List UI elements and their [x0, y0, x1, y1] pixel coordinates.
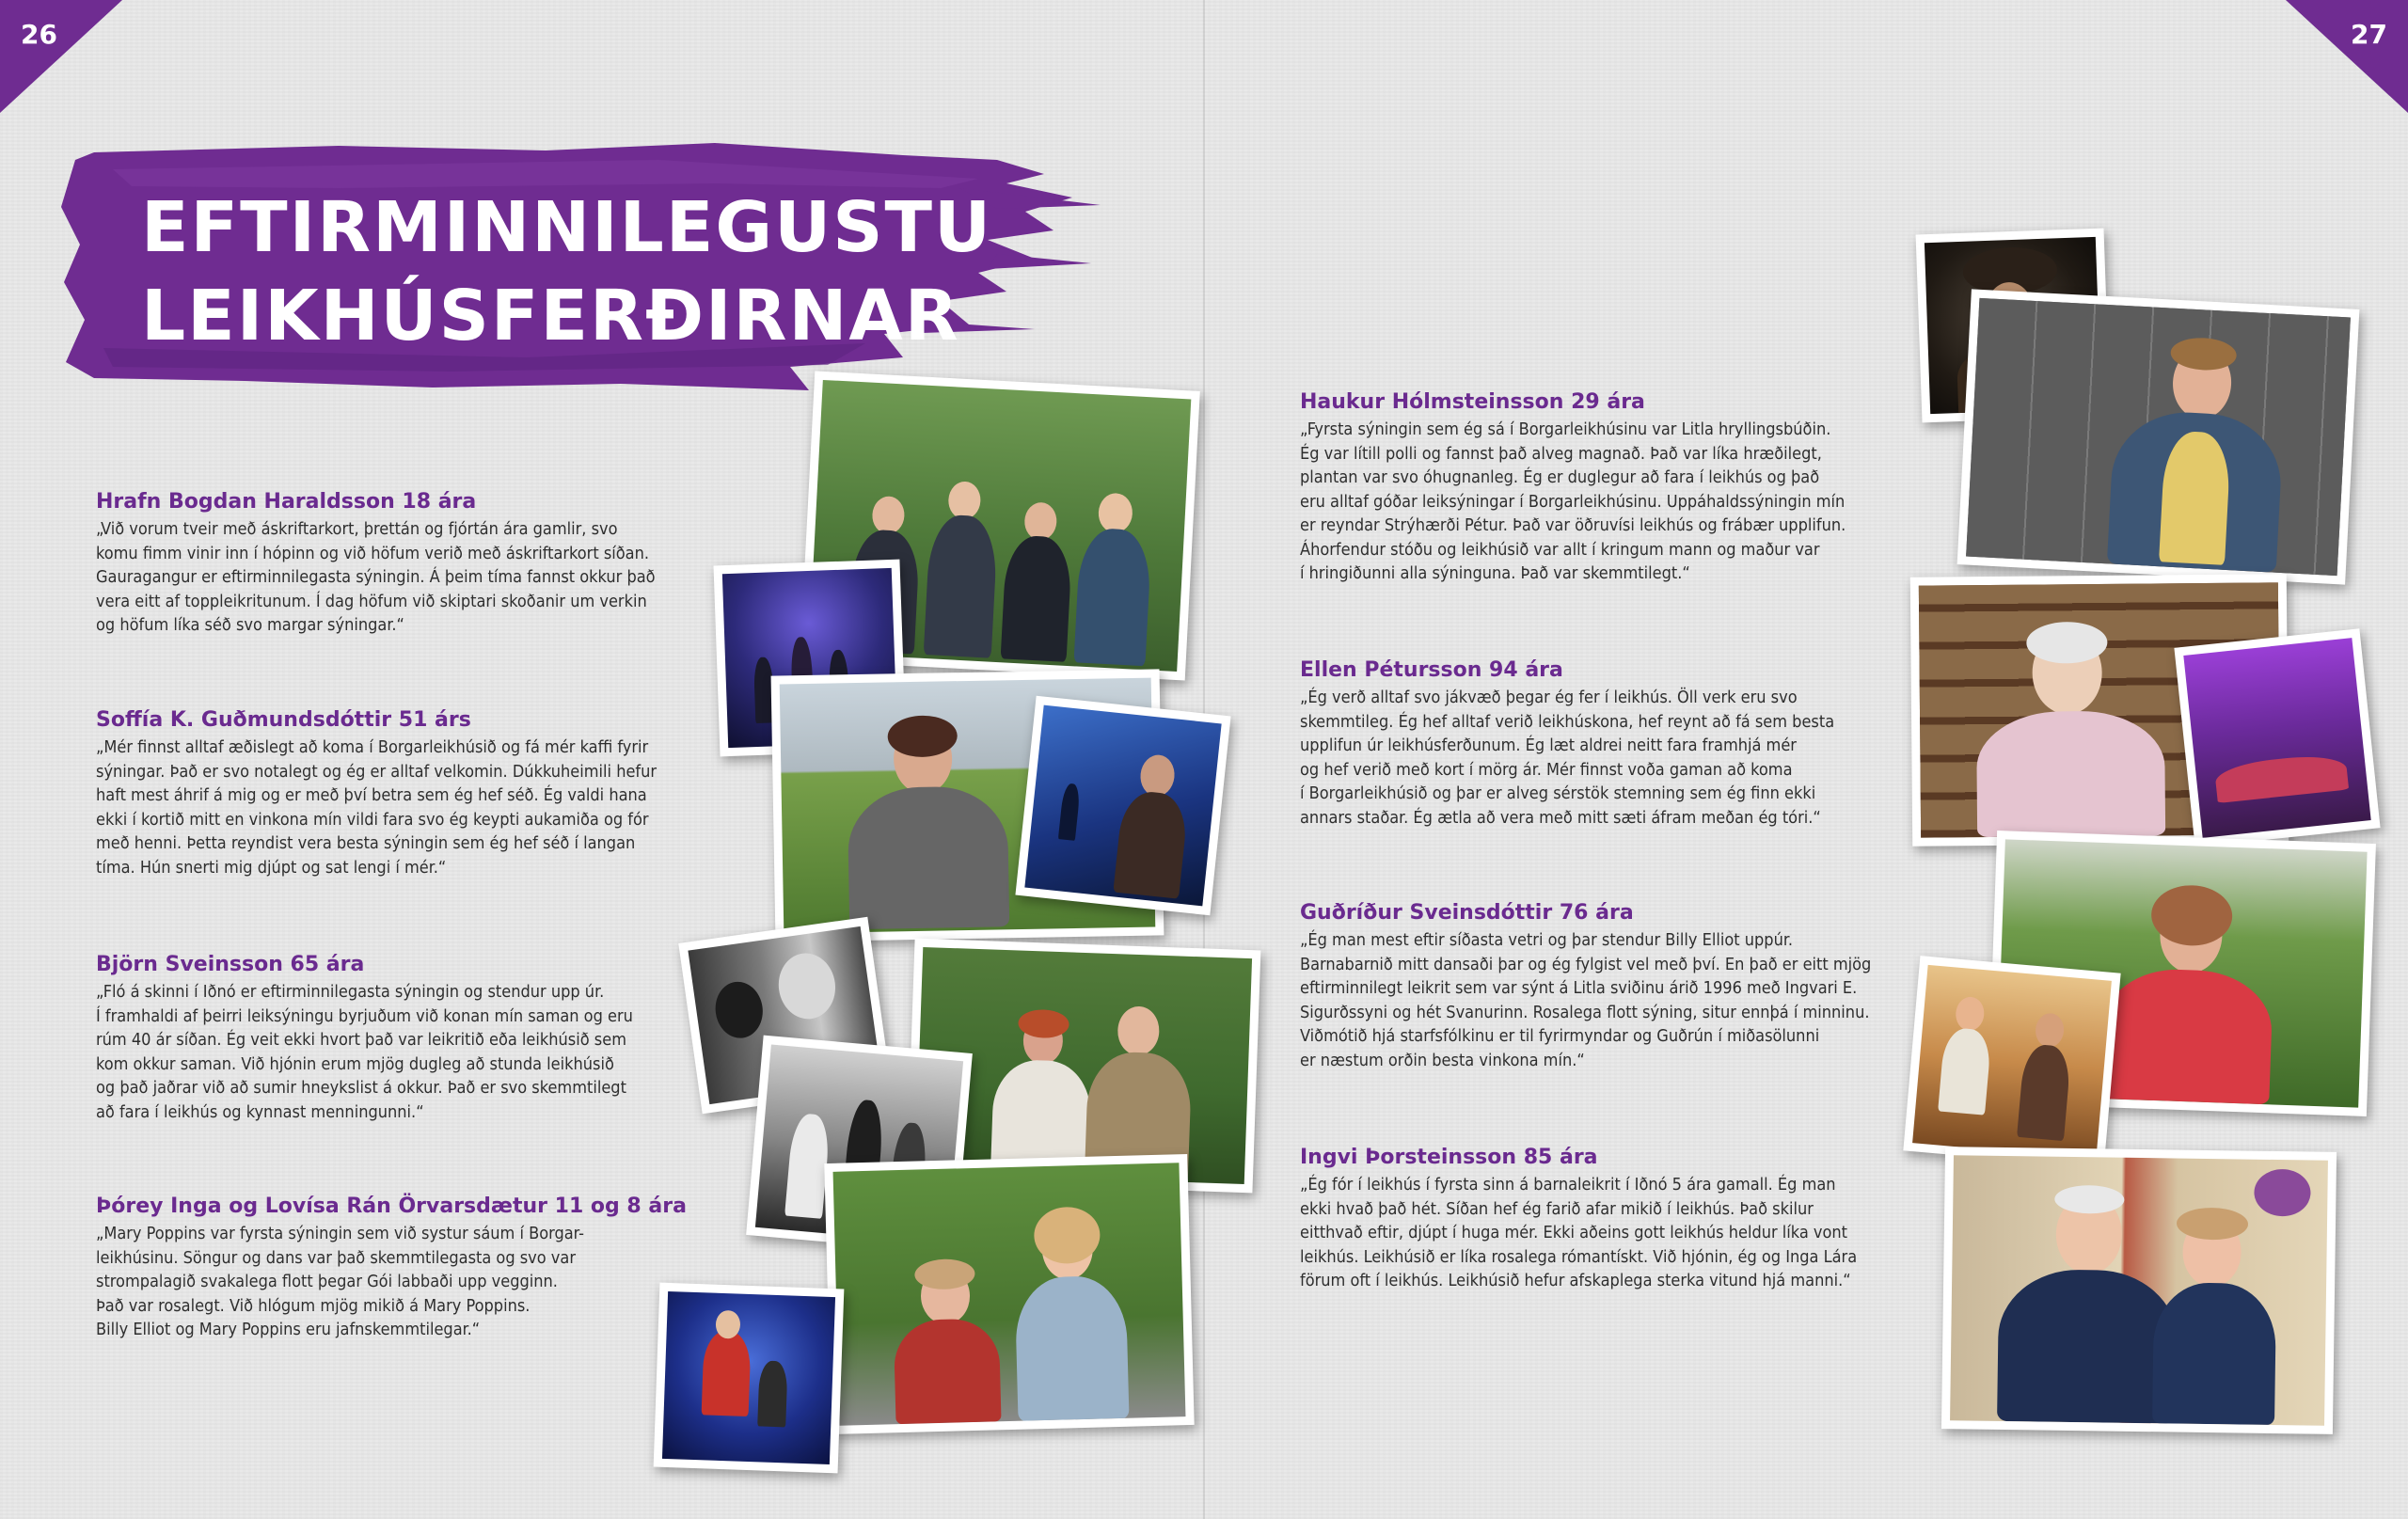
title-line-1: EFTIRMINNILEGUSTU: [141, 187, 993, 268]
quote-name: Soffía K. Guðmundsdóttir 51 árs: [96, 708, 471, 732]
quote-name: Haukur Hólmsteinsson 29 ára: [1300, 390, 1645, 414]
quote-haukur: [1300, 390, 1902, 586]
quote-body: „Mér finnst alltaf æðislegt að koma í Borgarleikhúsið og fá mér kaffi fyrir sýningar. Það er svo notalegt og ég er alltaf velkomin. Dúkkuheimili hefur haft mest áhrif á mig og er með því betra sem ég hef séð. Ég valdi hana ekki í kortið mitt en vinkona mín vildi fara svo ég keypti aukamiða og fór með henni. Þetta reyndist vera besta sýningin sem ég hef séð í langan tíma. Hún snerti mig djúpt og sat lengi í mér.“: [96, 737, 657, 878]
quote-name: Ingvi Þorsteinsson 85 ára: [1300, 1146, 1598, 1169]
quote-hrafn: [96, 490, 698, 638]
quote-body: „Ég verð alltaf svo jákvæð þegar ég fer í leikhús. Öll verk eru svo skemmtileg. Ég hef alltaf verið leikhúskona, hef reynt að fá sem besta upplifun úr leikhúsferðunum. Ég læt aldrei neitt fara framhjá mér og hef verið með kort í mörg ár. Mér finnst voða gaman að koma í Borgarleikhúsið og þar er alveg sérstök stemning sem ég finn ekki annars staðar. Ég ætla að vera með mitt sæti áfram meðan ég tóri.“: [1300, 688, 1835, 828]
quote-body: „Fló á skinni í Iðnó er eftirminnilegasta sýningin og stendur upp úr. Í framhaldi af þeirri leiksýningu byrjuðum við konan mín saman og eru rúm 40 ár síðan. Ég veit ekki hvort það var leikritið eða leikhúsið sem kom okkur saman. Við hjónin erum mjög dugleg að stunda leikhúsið og það jaðrar við að sumir hneykslist á okkur. Það er svo skemmtilegt að fara í leikhús og kynnast menningunni.“: [96, 982, 633, 1122]
quote-name: Hrafn Bogdan Haraldsson 18 ára: [96, 490, 477, 514]
page-title: [141, 183, 992, 360]
photo-mary-poppins-stage: [654, 1283, 845, 1474]
quote-bjorn: [96, 953, 698, 1124]
photo-stage-couple-warm: [1903, 956, 2120, 1168]
quote-body: „Fyrsta sýningin sem ég sá í Borgarleikhúsinu var Litla hryllingsbúðin. Ég var lítill polli og fannst það alveg magnað. Það var líka hræðilegt, plantan var svo óhugnanleg. Ég er duglegur að fara í leikhús og það eru alltaf góðar leiksýningar í Borgarleikhúsinu. Uppáhaldssýningin mín er reyndar Strýhærði Pétur. Það var öðruvísi leikhús og frábær upplifun. Áhorfendur stóðu og leikhúsið var allt í kringum mann og maður var í hringiðunni alla sýninguna. Það var skemmtilegt.“: [1300, 419, 1846, 583]
photo-two-girls: [824, 1154, 1194, 1434]
photo-elderly-couple: [1941, 1147, 2337, 1434]
photo-stage-woman-blue: [1015, 696, 1230, 916]
page-number-left: 26: [21, 19, 57, 50]
quote-ingvi: [1300, 1146, 1902, 1293]
page-corner-right: [2286, 0, 2408, 113]
quote-gudridur: [1300, 901, 1902, 1072]
quote-ellen: [1300, 658, 1902, 830]
page-number-right: 27: [2351, 19, 2387, 50]
quote-name: Guðríður Sveinsdóttir 76 ára: [1300, 901, 1634, 925]
photo-purple-venue: [2174, 628, 2380, 847]
quote-body: „Mary Poppins var fyrsta sýningin sem við systur sáum í Borgar- leikhúsinu. Söngur og dans var það skemmtilegasta og svo var strompalagið svakalega flott þegar Gói labbaði upp vegginn. Það var rosalegt. Við hlógum mjög mikið á Mary Poppins. Billy Elliot og Mary Poppins eru jafnskemmtilegar.“: [96, 1224, 584, 1339]
page-corner-left: [0, 0, 122, 113]
quote-name: Björn Sveinsson 65 ára: [96, 953, 365, 976]
quote-name: Ellen Pétursson 94 ára: [1300, 658, 1563, 682]
quote-body: „Við vorum tveir með áskriftarkort, þrettán og fjórtán ára gamlir, svo komu fimm vinir inn í hópinn og við höfum verið með áskriftarkort síðan. Gauragangur er eftirminnilegasta sýningin. Á þeim tíma fannst okkur það vera eitt af toppleikritunum. Í dag höfum við skiptari skoðanir um verkin og höfum líka séð svo margar sýningar.“: [96, 519, 656, 635]
quote-body: „Ég fór í leikhús í fyrsta sinn á barnaleikrit í Iðnó 5 ára gamall. Ég man ekki hvað það hét. Síðan hef ég farið afar mikið í leikhús. Það skilur eitthvað eftir, djúpt í huga mér. Ekki aðeins gott leikhús heldur líka vont leikhús. Leikhúsið er líka rosalega rómantískt. Við hjónin, ég og Inga Lára förum oft í leikhús. Leikhúsið hefur afskaplega sterka vitund hjá manni.“: [1300, 1175, 1858, 1290]
quote-thorey-lovisa: [96, 1195, 698, 1342]
photo-man-stone-wall: [1957, 289, 2360, 584]
quote-soffia: [96, 708, 698, 879]
title-line-2: LEIKHÚSFERÐIRNAR: [141, 276, 960, 356]
quote-name: Þórey Inga og Lovísa Rán Örvarsdætur 11 og 8 ára: [96, 1195, 687, 1218]
quote-body: „Ég man mest eftir síðasta vetri og þar stendur Billy Elliot uppúr. Barnabarnið mitt dansaði þar og ég fylgist vel með því. En það er eitt mjög eftirminnilegt leikrit sem var sýnt á Litla sviðinu árið 1996 með Ingvari E. Sigurðssyni og hét Svanurinn. Rosalega flott sýning, situr ennþá í minninu. Viðmótið hjá starfsfólkinu er til fyrirmyndar og Guðrún í miðasölunni er næstum orðin besta vinkona mín.“: [1300, 930, 1872, 1070]
